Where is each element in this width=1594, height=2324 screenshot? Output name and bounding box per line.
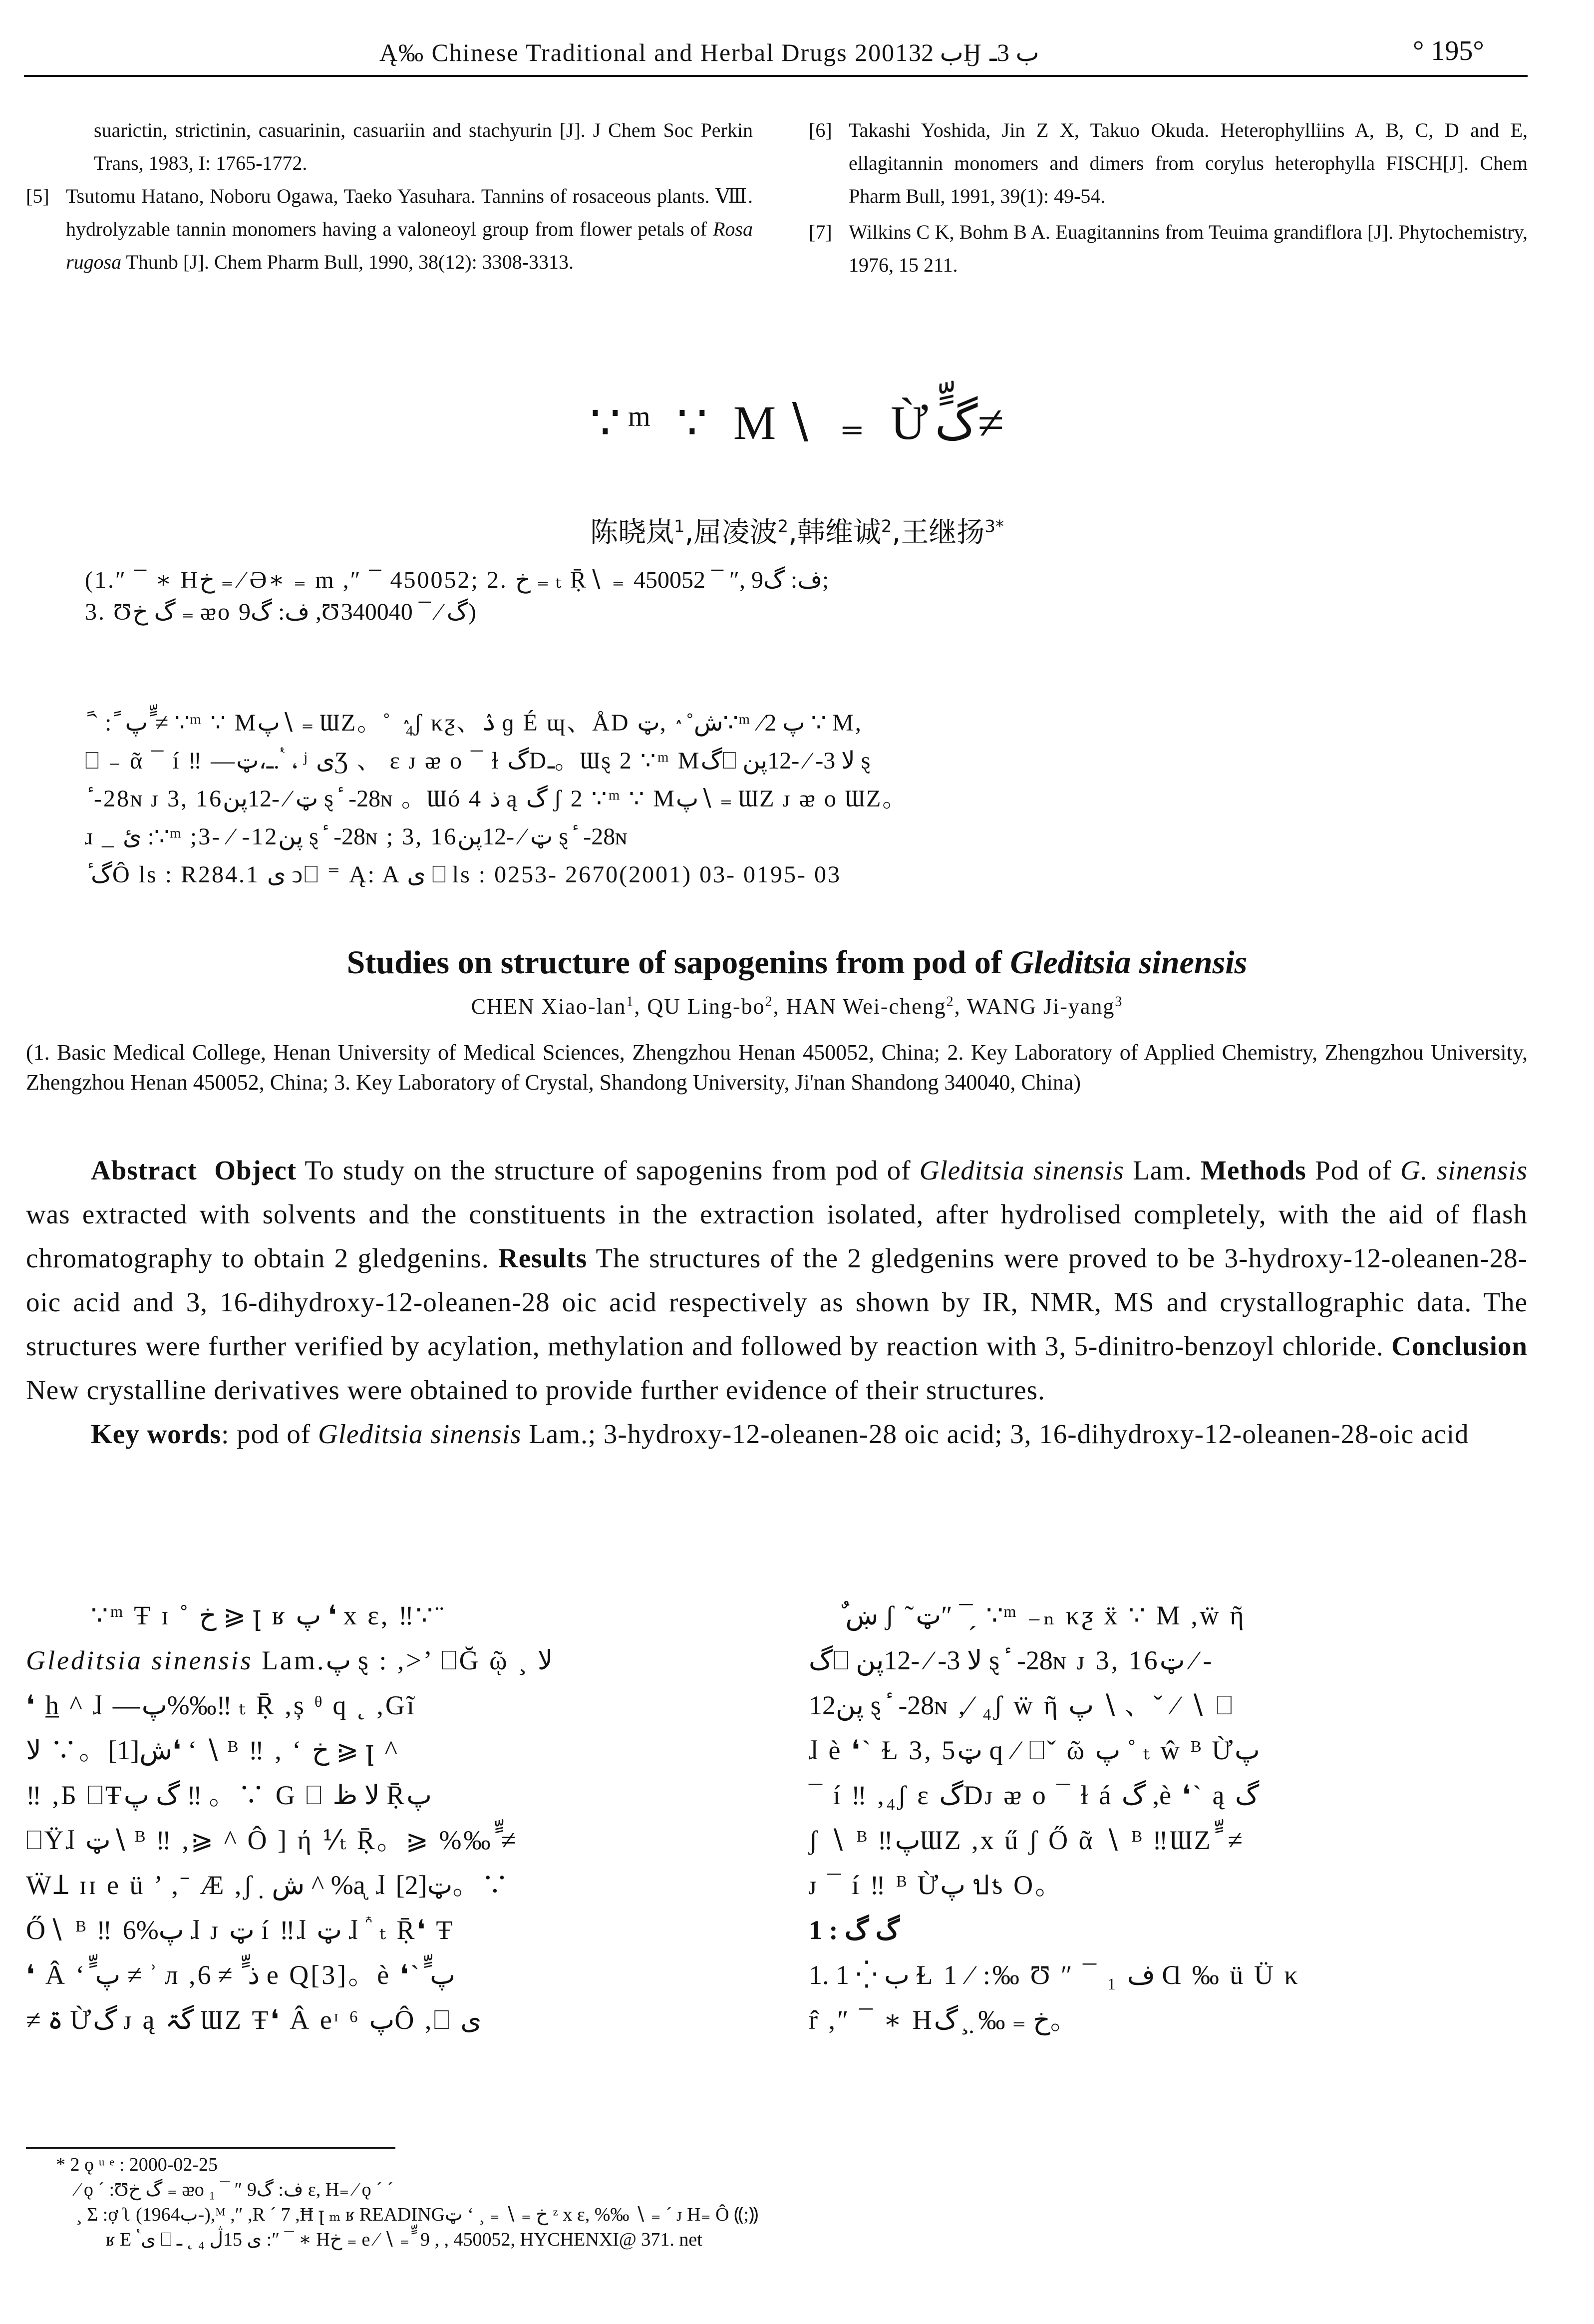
references-right — [809, 114, 1528, 282]
reference-item-5: [5] Tsutomu Hatano, Noboru Ogawa, Taeko Yasuhara. Tannins of rosaceous plants. Ⅷ. hydrolyzable tannin monomers having a valoneoyl group from flower petals of Rosa rugosa Thunb [J]. Chem Pharm Bull, 1990, 38(12): 3308-3313. — [26, 185, 753, 273]
reference-item-6: [6] Takashi Yoshida, Jin Z X, Takuo Okuda. Heterophylliins A, B, C, D and E, ellagitannin monomers and dimers from corylus heterophylla FISCH[J]. Chem Pharm Bull, 1991, 39(1): 49-54. — [809, 119, 1528, 207]
header-rule — [24, 75, 1528, 77]
chinese-abstract: ً ` : ً پ ٍّ≠ ∵ᵐ ∵ Mپ∖ ₌ ƜZ。˚ ٛ ₄ʃ κƺ、ۮ ɡ É ɰ、ÅD ش˚ ٛ ,ټ∵ᵐ ∕پ 2 ∵ M, ⎕ ₋ ᾶ ¯ í ‼ —ـ،ټ. ٝ ، ʲ یƷ 、 ε ᴊ ᴂ o ¯ ɫ گDـ。Ɯȿ 2 ∵ᵐ Mگ⎕ لا 3- ∕ -12پن ȿ ٔ -28ɴ ᴊ 3, 16ټ ∕ -12پن ȿ ٔ -28ɴ 。Ɯó 4 ذ ą گ ʃ 2 ∵ᵐ ∵ Mپ∖ ₌ ƜZ ᴊ ᴂ o ƜZ。 ɹ _ ئ :∵ᵐ ;3- ∕ -12پن ȿ ٔ -28ɴ ; 3, 16ټ ∕ -12پن ȿ ٔ -28ɴ ٔ گÔ ls : R284.1 ی ↄ⎕ ⁼ Ą: A ی ⎕ ls : 0253- 2670(2001) 03- 0195- 03 — [85, 710, 908, 888]
english-title: Studies on structure of sapogenins from pod of Gleditsia sinensis — [346, 944, 1248, 981]
running-header — [0, 31, 1594, 76]
chinese-affiliations: (1.″ ¯ ∗ Hخ ₌ ∕ Ə∗ ₌ m ,″ ¯ 450052; 2. خ ₌ ₜ Ṝ∖ ₌ ف: گ9 ,″ ¯ 450052; 3. Ʊگ خ ₌ ᴂo ف: گ9 ,Ʊگ ∕ ¯ 340040) — [85, 567, 829, 625]
keywords-paragraph: Key words: pod of Gleditsia sinensis Lam.; 3-hydroxy-12-oleanen-28 oic acid; 3, 16-dihydroxy-12-oleanen-28-oic acid — [91, 1419, 1469, 1449]
footnote: * 2 ǫ ᵘ ᵉ : 2000-02-25 ∕ ǫ ´ :Ʊگ خ ₌ ᴂo ف: گ9 ″ ¯ ₁ ε, H₌ ∕ ǫ ´ ´ ¸ Ʃ :ợ ʅ (1964ب-),ᴹ ,″ ,R ´ 7 ,Ħ ꞁ ₘ ʁ READINGخ ₌ ∖ ₌ ¸ ‘ ټ ᶻ x ε, %‰ ∖ ₌ ´ ᴊ H₌ Ô ⸨;⸩ ʁ E ٝ ی ⎕ ی 15ڷ ₄ ˛ ـ :″ ¯ ∗ Hخ ₌ e ∕ ∖ ₌ ٍّ 9 , , 450052, HYCHENXI@ 371. net — [56, 2154, 759, 2250]
page-number: ° 195° — [1413, 35, 1484, 66]
reference-item-7: [7] Wilkins C K, Bohm B A. Euagitannins from Teuima grandiflora [J]. Phytochemistry, 1976, 15 211. — [809, 221, 1528, 276]
chinese-title: ∵ᵐ ∵ M∖ ₌ Ừگٍّ≠ — [590, 396, 1004, 449]
subsection-heading: 1. 1 ⁛ ب Ɫ 1 ∕ :‰ Ʊ ″ ¯ ₁ ف Ɑ ‰ ü Ü κ — [809, 1960, 1300, 1990]
english-authors: CHEN Xiao-lan$^1$, QU Ling-$bo^2$, HAN Wei-cheng$^2$, WANG Ji-yang$^3$ — [471, 994, 1123, 1019]
footnote-rule — [26, 2147, 395, 2149]
english-abstract — [26, 1149, 1528, 1456]
section-heading: 1 : گ گ — [809, 1915, 900, 1945]
body-right-column: ٌ ښ ʃ ˜ټ″ ¯ ̗ ∵ᵐ ₋ₙ κƺ ẍ ∵ M ,ẅ ῆ گ⎕ لا 3- ∕ -12پن ȿ ٔ -28ɴ ᴊ 3, 16ټ ∕ - 12پن ȿ ٔ -28ɴ ,⁄ ₄ʃ ẅ ῆ پ ∖ 、ˇ ∕ ∖ ⎕ ɺ è ❛` Ɫ 3, 5ټ q ∕ ⎕ˇ ῶ پ ˚ ₜ ŵ ᴮ Ừپ ¯ í ‼ ,₄ʃ ε گDᴊ ᴂ o ¯ ɫ á گ ,è ❛` ą گ ʃ ∖ ᴮ ‼پƜZ ,x ű ʃ Ő ᾶ ∖ ᴮ ‼ƜZ ٍّ ≠ ᴊ ¯ í ‼ ᴮ Ừپ ปƾ O。 1 : گ گ 1. 1 ⁛ ب Ɫ 1 ∕ :‰ Ʊ ″ ¯ ₁ ف Ɑ ‰ ü Ü κ r̂ ,″ ¯ ∗ Hخ ₌ ‰ ̣ ̧ گ。 — [809, 1593, 1528, 2042]
references-left — [26, 114, 753, 279]
abstract-paragraph: Abstract Object To study on the structure of sapogenins from pod of Gleditsia sinensis Lam. Methods Pod of G. sinensis was extracted with solvents and the constituents in the extraction isolated, after hydrolised completely, with the aid of flash chromatography to obtain 2 gledgenins. Results The structures of the 2 gledgenins were proved to be 3-hydroxy-12-oleanen-28-oic acid and 3, 16-dihydroxy-12-oleanen-28 oic acid respectively as shown by IR, NMR, MS and crystallographic data. The structures were further verified by acylation, methylation and followed by reaction with 3, 5-dinitro-benzoyl chloride. Conclusion New crystalline derivatives were obtained to provide further evidence of their structures. — [26, 1155, 1528, 1405]
chinese-authors: 陈晓岚$^1$,屈凌波$^2$,韩维诚$^2$,王继扬$^{3*}$ — [590, 516, 1004, 549]
reference-continuation: suarictin, strictinin, casuarinin, casuariin and stachyurin [J]. J Chem Soc Perkin Trans, 1983, I: 1765-1772. — [94, 119, 753, 174]
body-left-column: ∵ᵐ Ŧ ɪ ˚ خ ⪀ ꞁ ʁ پ ❛ x ε, ‼∵¨ Gleditsia sinensis Lam.پ ȿ : ,>’ ⎕Ğ ῷ ¸ لا ❛ h̲ ^ ɺ —پ%‰‼ ₜ Ṝ ,ș ᶿ q ˛ ,Gĩ ش[1]。∵ لا❛ ‘ ∖ ᴮ ‼ , ‘ خ ⪀ ꞁ ^ ‼ ,Б ⎕Ŧگ پ ‼ 。∵ G ⎕ لا ظ Ṝپ ⎕Ÿɺ ټ∖ ᴮ ‼ ,⪀ ^ Ô ] ή ⅟ₜ Ṝ。⪀ %‰ ٍّ≠ ẄꞱ ɪɪ e ü ’ ,ˉ Æ ,ʃ ̣ ش ^ %ᶏ ɺ ټ[2]。∵ Ő∖ ᴮ ‼ پ%6 ɺ ᴊ ټ í ‼ɺ ټ ɺ ⷸ ₜ Ṝ❛ Ŧ ❛ Â ‘ ٍّپ ≠ ʾ л ,ذ ٍّ ≠ 6 e Q[3]。è ❛` ٍّپ ≠ ۃ Ừگ ᴊ ą گۃ ƜZ Ŧ❛ Â eᶦ ⁶ پÔ ,⎕ ی — [26, 1600, 553, 2035]
english-affiliation: (1. Basic Medical College, Henan University of Medical Sciences, Zhengzhou Henan 450052, China; 2. Key Laboratory of Applied Chemistry, Zhengzhou University, Zhengzhou Henan 450052, China; 3. Key Laboratory of Crystal, Shandong University, Ji'nan Shandong 340040, China) — [26, 1040, 1528, 1095]
journal-line: Ą‰ Chinese Traditional and Herbal Drugs 2001ب 32Ӈ ب 3ـ — [379, 38, 1039, 66]
